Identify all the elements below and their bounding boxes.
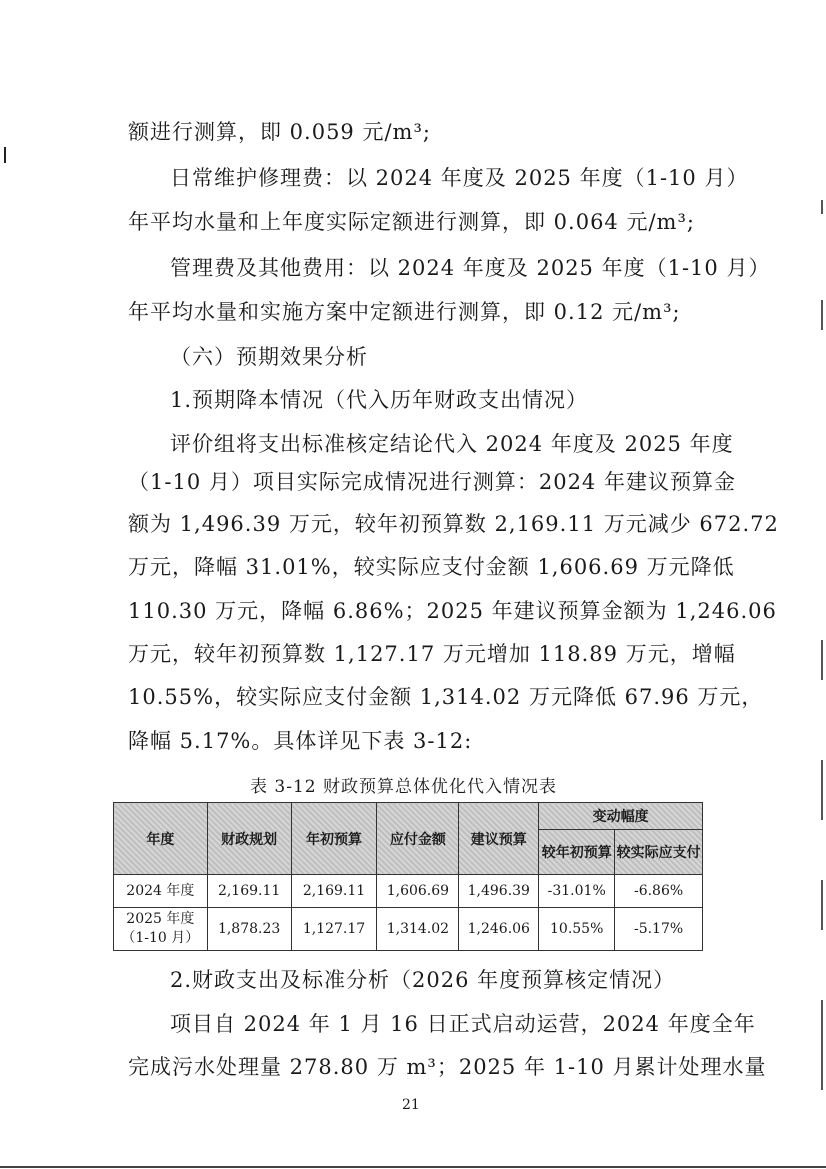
cell-proposed: 1,246.06 xyxy=(459,908,539,951)
cell-year-line: 2024 年度 xyxy=(126,882,195,899)
scan-edge-mark xyxy=(821,200,823,214)
cell-year xyxy=(114,908,208,951)
cell-initial: 1,127.17 xyxy=(291,908,377,951)
scan-edge-mark xyxy=(821,640,823,680)
section-heading: （六）预期效果分析 xyxy=(170,345,368,369)
cell-vs-initial: 10.55% xyxy=(539,908,615,951)
paragraph-line: 管理费及其他费用：以 2024 年度及 2025 年度（1-10 月） xyxy=(170,256,771,280)
header-proposed: 建议预算 xyxy=(459,803,539,875)
cell-year xyxy=(114,875,208,908)
table-caption: 表 3-12 财政预算总体优化代入情况表 xyxy=(250,777,557,797)
scan-edge-mark xyxy=(821,880,823,930)
paragraph-line: 额进行测算，即 0.059 元/m³; xyxy=(128,120,431,144)
header-vs-initial: 较年初预算 xyxy=(539,830,615,875)
header-plan: 财政规划 xyxy=(207,803,291,875)
paragraph-line: 额为 1,496.39 万元，较年初预算数 2,169.11 万元减少 672.72 xyxy=(128,512,779,536)
cell-payable: 1,606.69 xyxy=(377,875,459,908)
header-change: 变动幅度 xyxy=(539,803,703,830)
scan-edge-mark xyxy=(821,760,823,820)
cell-payable: 1,314.02 xyxy=(377,908,459,951)
paragraph-line: 完成污水处理量 278.80 万 m³；2025 年 1-10 月累计处理水量 xyxy=(128,1055,767,1079)
scan-edge-mark xyxy=(821,1000,823,1090)
paragraph-line: 110.30 万元，降幅 6.86%；2025 年建议预算金额为 1,246.06 xyxy=(128,599,777,623)
cell-plan: 1,878.23 xyxy=(207,908,291,951)
table-row xyxy=(114,908,703,951)
paragraph-line: 年平均水量和上年度实际定额进行测算，即 0.064 元/m³; xyxy=(128,210,695,234)
cell-vs-actual: -5.17% xyxy=(615,908,703,951)
header-year: 年度 xyxy=(114,803,208,875)
scan-edge-mark xyxy=(0,1166,826,1168)
paragraph-line: 日常维护修理费：以 2024 年度及 2025 年度（1-10 月） xyxy=(170,166,749,190)
cell-plan: 2,169.11 xyxy=(207,875,291,908)
paragraph-line: 万元，较年初预算数 1,127.17 万元增加 118.89 万元，增幅 xyxy=(128,642,736,666)
paragraph-line: 项目自 2024 年 1 月 16 日正式启动运营，2024 年度全年 xyxy=(170,1012,756,1036)
cell-vs-initial: -31.01% xyxy=(539,875,615,908)
header-payable: 应付金额 xyxy=(377,803,459,875)
paragraph-line: （1-10 月）项目实际完成情况进行测算：2024 年建议预算金 xyxy=(128,470,736,494)
paragraph-line: 10.55%，较实际应支付金额 1,314.02 万元降低 67.96 万元， xyxy=(128,685,764,709)
cell-initial: 2,169.11 xyxy=(291,875,377,908)
page-number: 21 xyxy=(402,1097,420,1113)
paragraph-line: 年平均水量和实施方案中定额进行测算，即 0.12 元/m³; xyxy=(128,300,681,324)
scan-edge-mark xyxy=(821,300,823,330)
paragraph-line: 评价组将支出标准核定结论代入 2024 年度及 2025 年度 xyxy=(170,432,734,456)
paragraph-line: 万元，降幅 31.01%，较实际应支付金额 1,606.69 万元降低 xyxy=(128,555,735,579)
subsection-heading: 1.预期降本情况（代入历年财政支出情况） xyxy=(170,388,589,412)
header-initial: 年初预算 xyxy=(291,803,377,875)
table-row xyxy=(114,875,703,908)
cell-vs-actual: -6.86% xyxy=(615,875,703,908)
budget-table xyxy=(113,802,703,951)
subsection-heading: 2.财政支出及标准分析（2026 年度预算核定情况） xyxy=(170,968,676,992)
paragraph-line: 降幅 5.17%。具体详见下表 3-12: xyxy=(128,729,473,753)
margin-mark xyxy=(4,147,6,163)
cell-year-line: 2025 年度 xyxy=(126,911,195,927)
cell-proposed: 1,496.39 xyxy=(459,875,539,908)
cell-year-line: （1-10 月） xyxy=(121,930,200,946)
header-vs-actual: 较实际应支付 xyxy=(615,830,703,875)
